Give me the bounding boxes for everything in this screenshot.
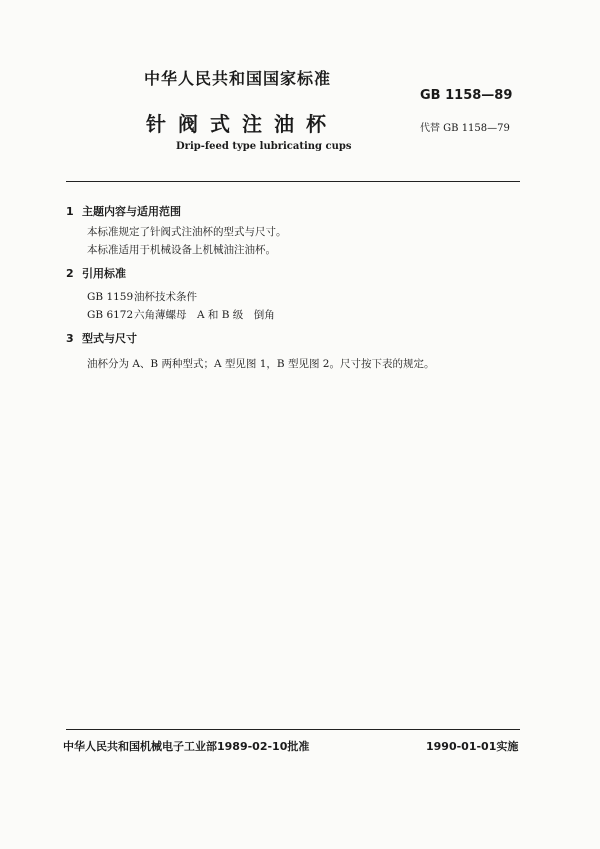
approval-statement: 中华人民共和国机械电子工业部1989-02-10批准: [63, 740, 310, 753]
header-divider: [66, 181, 520, 182]
footer-divider: [66, 729, 520, 730]
reference-title: 六角薄螺母 A 和 B 级 倒角: [134, 309, 275, 321]
section-1-paragraph: 本标准规定了针阀式注油杯的型式与尺寸。: [87, 226, 287, 238]
document-title-english: Drip-feed type lubricating cups: [176, 141, 352, 152]
standard-number: GB 1158—89: [420, 88, 513, 103]
reference-item: [87, 289, 197, 304]
section-3-paragraph: 油杯分为 A、B 两种型式；A 型见图 1，B 型见图 2。尺寸按下表的规定。: [87, 358, 435, 370]
reference-code: GB 1159: [87, 291, 134, 303]
document-title: 针阀式注油杯: [146, 112, 338, 136]
section-1-heading: [66, 203, 181, 219]
reference-title: 油杯技术条件: [134, 291, 197, 303]
implementation-date: 1990-01-01实施: [426, 740, 519, 753]
section-title: 引用标准: [82, 267, 126, 280]
country-standard-label: 中华人民共和国国家标准: [144, 69, 332, 88]
section-title: 型式与尺寸: [82, 332, 137, 345]
section-title: 主题内容与适用范围: [82, 205, 181, 218]
reference-item: [87, 307, 275, 322]
section-number: 1: [66, 205, 74, 218]
reference-code: GB 6172: [87, 309, 134, 321]
section-number: 3: [66, 332, 74, 345]
replaces-standard: 代替 GB 1158—79: [420, 123, 510, 134]
section-number: 2: [66, 267, 74, 280]
section-3-heading: [66, 330, 137, 346]
section-2-heading: [66, 265, 126, 281]
section-1-paragraph: 本标准适用于机械设备上机械油注油杯。: [87, 244, 276, 256]
